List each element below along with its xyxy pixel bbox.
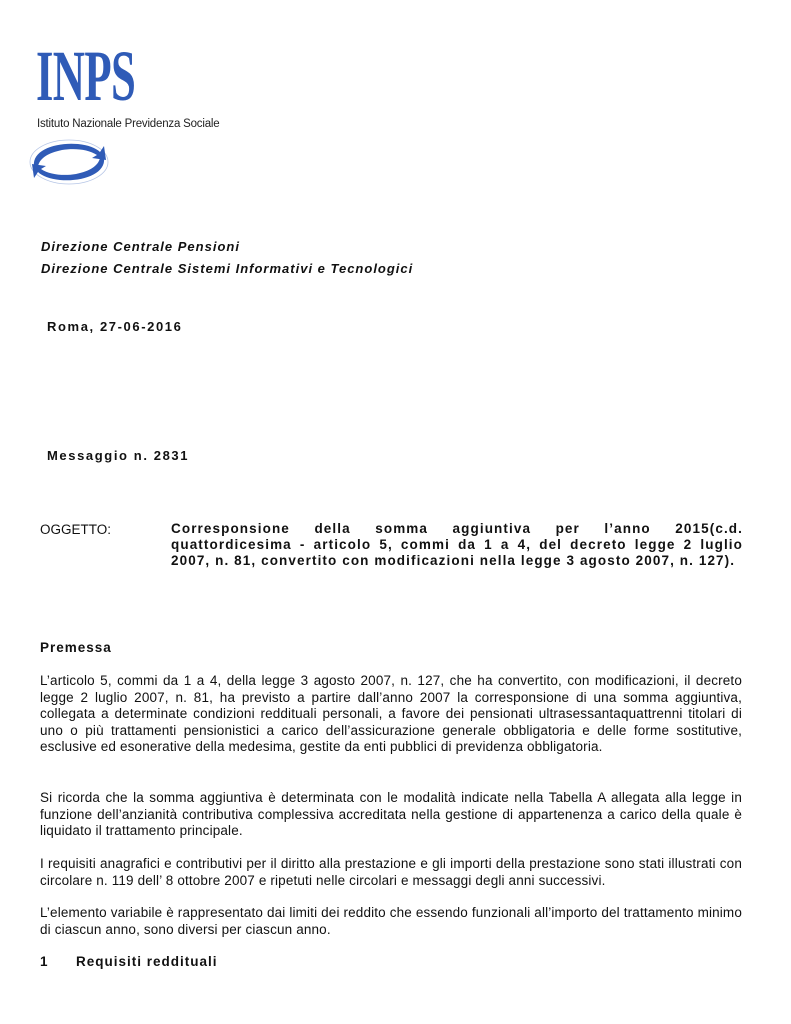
subject-label: OGGETTO: — [40, 522, 112, 537]
document-date: Roma, 27-06-2016 — [47, 319, 183, 334]
section-1-number: 1 — [40, 954, 48, 969]
inps-logo-wordmark: INPS — [36, 36, 136, 116]
logo-subtitle: Istituto Nazionale Previdenza Sociale — [37, 118, 220, 130]
paragraph-tabella: Si ricorda che la somma aggiuntiva è determinata con le modalità indicate nella Tabella A allegata alla legge in funzione dell’anzianità contributiva complessiva accreditata nella gestione di appartenenza a carico della quale è liquidato il trattamento principale. — [40, 790, 742, 838]
section-1-title: Requisiti reddituali — [76, 954, 218, 969]
premessa-title: Premessa — [40, 640, 112, 655]
directorate-it-systems: Direzione Centrale Sistemi Informativi e Tecnologici — [41, 261, 414, 276]
paragraph-requisiti: I requisiti anagrafici e contributivi per il diritto alla prestazione e gli importi della prestazione sono stati illustrati con circolare n. 119 dell’ 8 ottobre 2007 e ripetuti nelle circolari e messaggi degli anni successivi. — [40, 856, 742, 888]
inps-logo-arrows-icon — [26, 136, 112, 188]
directorate-pensions: Direzione Centrale Pensioni — [41, 239, 240, 254]
paragraph-intro: L’articolo 5, commi da 1 a 4, della legge 3 agosto 2007, n. 127, che ha convertito, con modificazioni, il decreto legge 2 luglio 2007, n. 81, ha previsto a partire dall’anno 2007 la corresponsione di una somma aggiuntiva, collegata a determinate condizioni reddituali personali, a favore dei pensionati ultrasessantaquattrenni titolari di uno o più trattamenti pensionistici a carico dell’assicurazione generale obbligatoria e delle forme sostitutive, esclusive ed esonerative della medesima, gestite da enti pubblici di previdenza obbligatoria. — [40, 673, 742, 754]
paragraph-elemento-variabile: L’elemento variabile è rappresentato dai limiti dei reddito che essendo funzionali all’importo del trattamento minimo di ciascun anno, sono diversi per ciascun anno. — [40, 905, 742, 937]
subject-text: Corresponsione della somma aggiuntiva per l’anno 2015(c.d. quattordicesima - articolo 5, commi da 1 a 4, del decreto legge 2 luglio 2007, n. 81, convertito con modificazioni nella legge 3 agosto 2007, n. 127). — [171, 521, 743, 568]
message-number: Messaggio n. 2831 — [47, 448, 190, 463]
